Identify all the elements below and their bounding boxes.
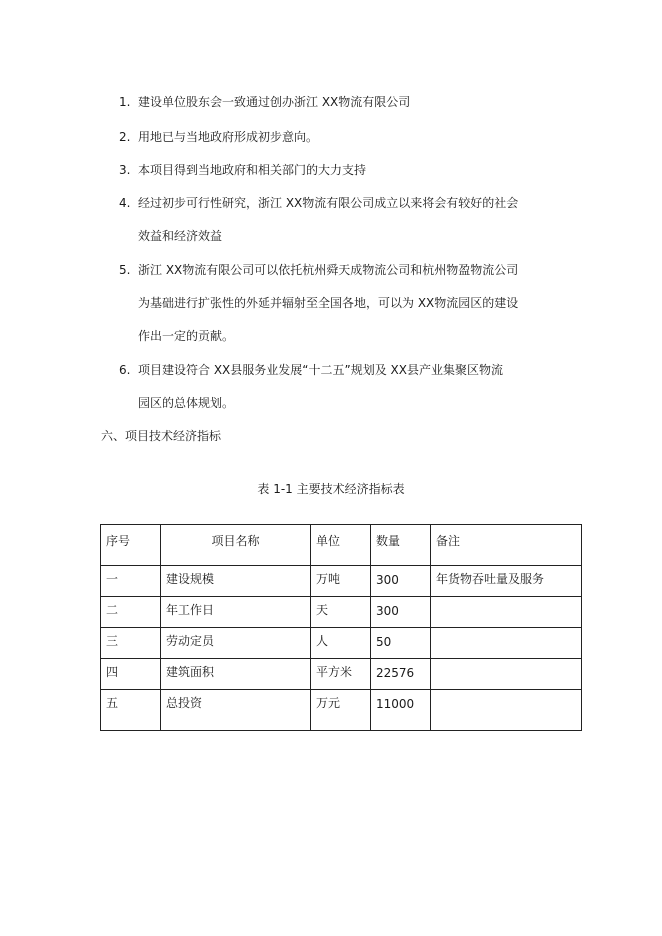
row-item-name: 建设规模 (161, 566, 311, 597)
list-item-6-line-2: 园区的总体规划。 (138, 396, 235, 410)
list-item-2-number: 2. (119, 130, 131, 144)
list-item-1-line-1: 建设单位股东会一致通过创办浙江 XX物流有限公司 (138, 95, 411, 109)
row-item-name: 总投资 (161, 690, 311, 731)
row-quantity: 50 (371, 628, 431, 659)
list-item-3-line-1: 本项目得到当地政府和相关部门的大力支持 (138, 163, 367, 177)
header-seq: 序号 (101, 525, 161, 566)
row-item-name: 年工作日 (161, 597, 311, 628)
row-seq: 四 (101, 659, 161, 690)
list-item-4-number: 4. (119, 196, 131, 210)
row-seq: 三 (101, 628, 161, 659)
row-unit: 万元 (311, 690, 371, 731)
list-item-5-number: 5. (119, 263, 131, 277)
table-caption: 表 1-1 主要技术经济指标表 (257, 482, 405, 496)
row-remark (431, 628, 582, 659)
table-row (101, 628, 582, 659)
row-unit: 人 (311, 628, 371, 659)
table-header-row (101, 525, 582, 566)
list-item-5-line-2: 为基础进行扩张性的外延并辐射至全国各地，可以为 XX物流园区的建设 (138, 296, 519, 310)
list-item-3-number: 3. (119, 163, 131, 177)
header-item-name: 项目名称 (161, 525, 311, 566)
header-quantity: 数量 (371, 525, 431, 566)
list-item-6-line-1: 项目建设符合 XX县服务业发展“十二五”规划及 XX县产业集聚区物流 (138, 363, 503, 377)
table-row (101, 597, 582, 628)
row-quantity: 300 (371, 566, 431, 597)
table-row (101, 690, 582, 731)
row-remark (431, 659, 582, 690)
header-remark: 备注 (431, 525, 582, 566)
row-unit: 平方米 (311, 659, 371, 690)
list-item-4-line-1: 经过初步可行性研究，浙江 XX物流有限公司成立以来将会有较好的社会 (138, 196, 519, 210)
row-seq: 五 (101, 690, 161, 731)
row-quantity: 22576 (371, 659, 431, 690)
list-item-1-number: 1. (119, 95, 131, 109)
header-unit: 单位 (311, 525, 371, 566)
row-remark: 年货物吞吐量及服务 (431, 566, 582, 597)
row-seq: 二 (101, 597, 161, 628)
row-item-name: 建筑面积 (161, 659, 311, 690)
row-remark (431, 597, 582, 628)
indicators-table (100, 524, 582, 731)
list-item-2-line-1: 用地已与当地政府形成初步意向。 (138, 130, 319, 144)
list-item-6-number: 6. (119, 363, 131, 377)
row-quantity: 300 (371, 597, 431, 628)
list-item-4-line-2: 效益和经济效益 (138, 229, 223, 243)
row-item-name: 劳动定员 (161, 628, 311, 659)
list-item-5-line-3: 作出一定的贡献。 (138, 329, 235, 343)
table-row (101, 566, 582, 597)
section-heading: 六、项目技术经济指标 (101, 429, 222, 443)
row-unit: 天 (311, 597, 371, 628)
row-unit: 万吨 (311, 566, 371, 597)
table-row (101, 659, 582, 690)
row-quantity: 11000 (371, 690, 431, 731)
row-remark (431, 690, 582, 731)
list-item-5-line-1: 浙江 XX物流有限公司可以依托杭州舜天成物流公司和杭州物盈物流公司 (138, 263, 519, 277)
row-seq: 一 (101, 566, 161, 597)
